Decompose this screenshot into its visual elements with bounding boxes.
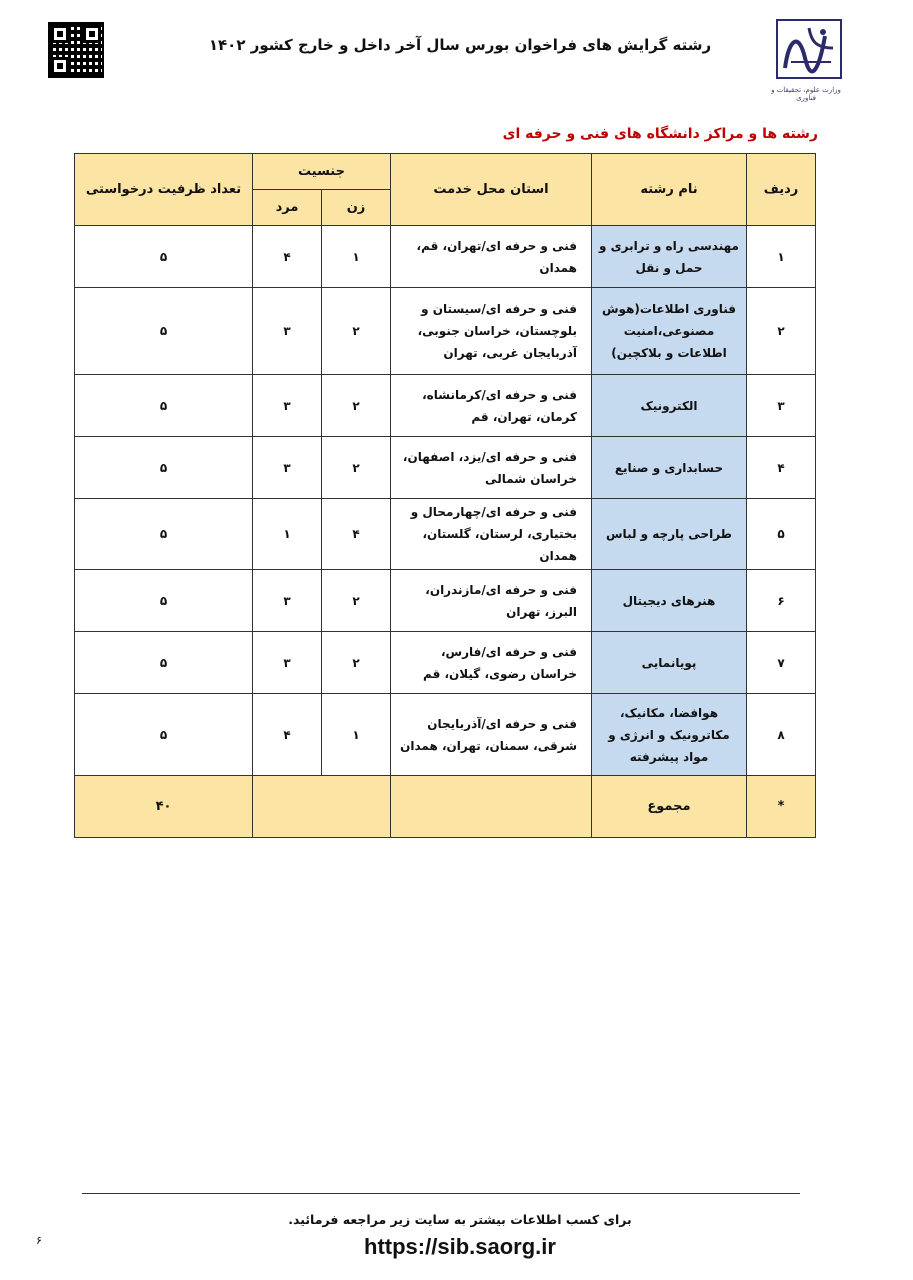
row-index: ۵	[747, 499, 816, 570]
table-row	[75, 570, 816, 632]
row-capacity: ۵	[75, 694, 253, 776]
header-male: مرد	[253, 190, 322, 226]
section-title: رشته ها و مراکز دانشگاه های فنی و حرفه ای	[502, 126, 818, 142]
row-field: مهندسی راه و ترابری و حمل و نقل	[592, 226, 747, 288]
document-title: رشته گرایش های فراخوان بورس سال آخر داخل و خارج کشور ۱۴۰۲	[208, 36, 712, 54]
row-male: ۱	[253, 499, 322, 570]
row-province: فنی و حرفه ای/فارس، خراسان رضوی، گیلان، قم	[391, 632, 592, 694]
row-index: ۴	[747, 437, 816, 499]
row-province: فنی و حرفه ای/چهارمحال و بختیاری، لرستان، گلستان، همدان	[391, 499, 592, 570]
row-field: طراحی پارچه و لباس	[592, 499, 747, 570]
row-female: ۲	[322, 288, 391, 375]
row-province: فنی و حرفه ای/کرمانشاه، کرمان، تهران، قم	[391, 375, 592, 437]
header-index: ردیف	[747, 154, 816, 226]
logo-caption: وزارت علوم، تحقیقات و فناوری	[771, 86, 841, 102]
table-row	[75, 632, 816, 694]
row-index: ۶	[747, 570, 816, 632]
row-index: ۳	[747, 375, 816, 437]
total-row	[75, 776, 816, 838]
row-capacity: ۵	[75, 288, 253, 375]
header-gender: جنسیت	[253, 154, 391, 190]
row-male: ۴	[253, 694, 322, 776]
row-male: ۳	[253, 288, 322, 375]
total-marker: *	[747, 776, 816, 838]
total-capacity: ۴۰	[75, 776, 253, 838]
row-province: فنی و حرفه ای/مازندران، البرز، تهران	[391, 570, 592, 632]
row-field: هوافضا، مکانیک، مکاترونیک و انرژی و مواد پیشرفته	[592, 694, 747, 776]
table-row	[75, 226, 816, 288]
row-index: ۱	[747, 226, 816, 288]
row-index: ۷	[747, 632, 816, 694]
header-field: نام رشته	[592, 154, 747, 226]
table-row	[75, 694, 816, 776]
header-capacity: تعداد ظرفیت درخواستی	[75, 154, 253, 226]
total-empty-gender	[253, 776, 391, 838]
row-field: هنرهای دیجیتال	[592, 570, 747, 632]
row-male: ۴	[253, 226, 322, 288]
row-female: ۱	[322, 694, 391, 776]
row-capacity: ۵	[75, 226, 253, 288]
row-female: ۲	[322, 437, 391, 499]
row-index: ۸	[747, 694, 816, 776]
footer-url-link[interactable]: https://sib.saorg.ir	[364, 1234, 556, 1259]
row-female: ۲	[322, 570, 391, 632]
row-male: ۳	[253, 632, 322, 694]
table-row	[75, 288, 816, 375]
row-male: ۳	[253, 437, 322, 499]
row-province: فنی و حرفه ای/آذربایجان شرقی، سمنان، تهران، همدان	[391, 694, 592, 776]
row-capacity: ۵	[75, 375, 253, 437]
footer-divider	[82, 1193, 800, 1194]
header-province: استان محل خدمت	[391, 154, 592, 226]
ministry-logo	[775, 18, 843, 80]
table-row	[75, 499, 816, 570]
header-female: زن	[322, 190, 391, 226]
row-female: ۲	[322, 632, 391, 694]
row-field: فناوری اطلاعات(هوش مصنوعی،امنیت اطلاعات و بلاکچین)	[592, 288, 747, 375]
row-capacity: ۵	[75, 499, 253, 570]
row-male: ۳	[253, 570, 322, 632]
row-female: ۴	[322, 499, 391, 570]
table-row	[75, 375, 816, 437]
row-province: فنی و حرفه ای/سیستان و بلوچستان، خراسان جنوبی، آذربایجان غربی، تهران	[391, 288, 592, 375]
footer-text: برای کسب اطلاعات بیشتر به سایت زیر مراجعه فرمائید.	[288, 1212, 632, 1227]
row-field: حسابداری و صنایع	[592, 437, 747, 499]
row-female: ۲	[322, 375, 391, 437]
row-province: فنی و حرفه ای/تهران، قم، همدان	[391, 226, 592, 288]
total-empty-province	[391, 776, 592, 838]
row-male: ۳	[253, 375, 322, 437]
row-capacity: ۵	[75, 437, 253, 499]
page-number: ۶	[36, 1234, 42, 1247]
row-capacity: ۵	[75, 570, 253, 632]
fields-table	[74, 153, 816, 838]
row-province: فنی و حرفه ای/یزد، اصفهان، خراسان شمالی	[391, 437, 592, 499]
qr-code	[48, 22, 104, 78]
row-field: پویانمایی	[592, 632, 747, 694]
row-field: الکترونیک	[592, 375, 747, 437]
row-index: ۲	[747, 288, 816, 375]
row-female: ۱	[322, 226, 391, 288]
total-label: مجموع	[592, 776, 747, 838]
table-row	[75, 437, 816, 499]
row-capacity: ۵	[75, 632, 253, 694]
